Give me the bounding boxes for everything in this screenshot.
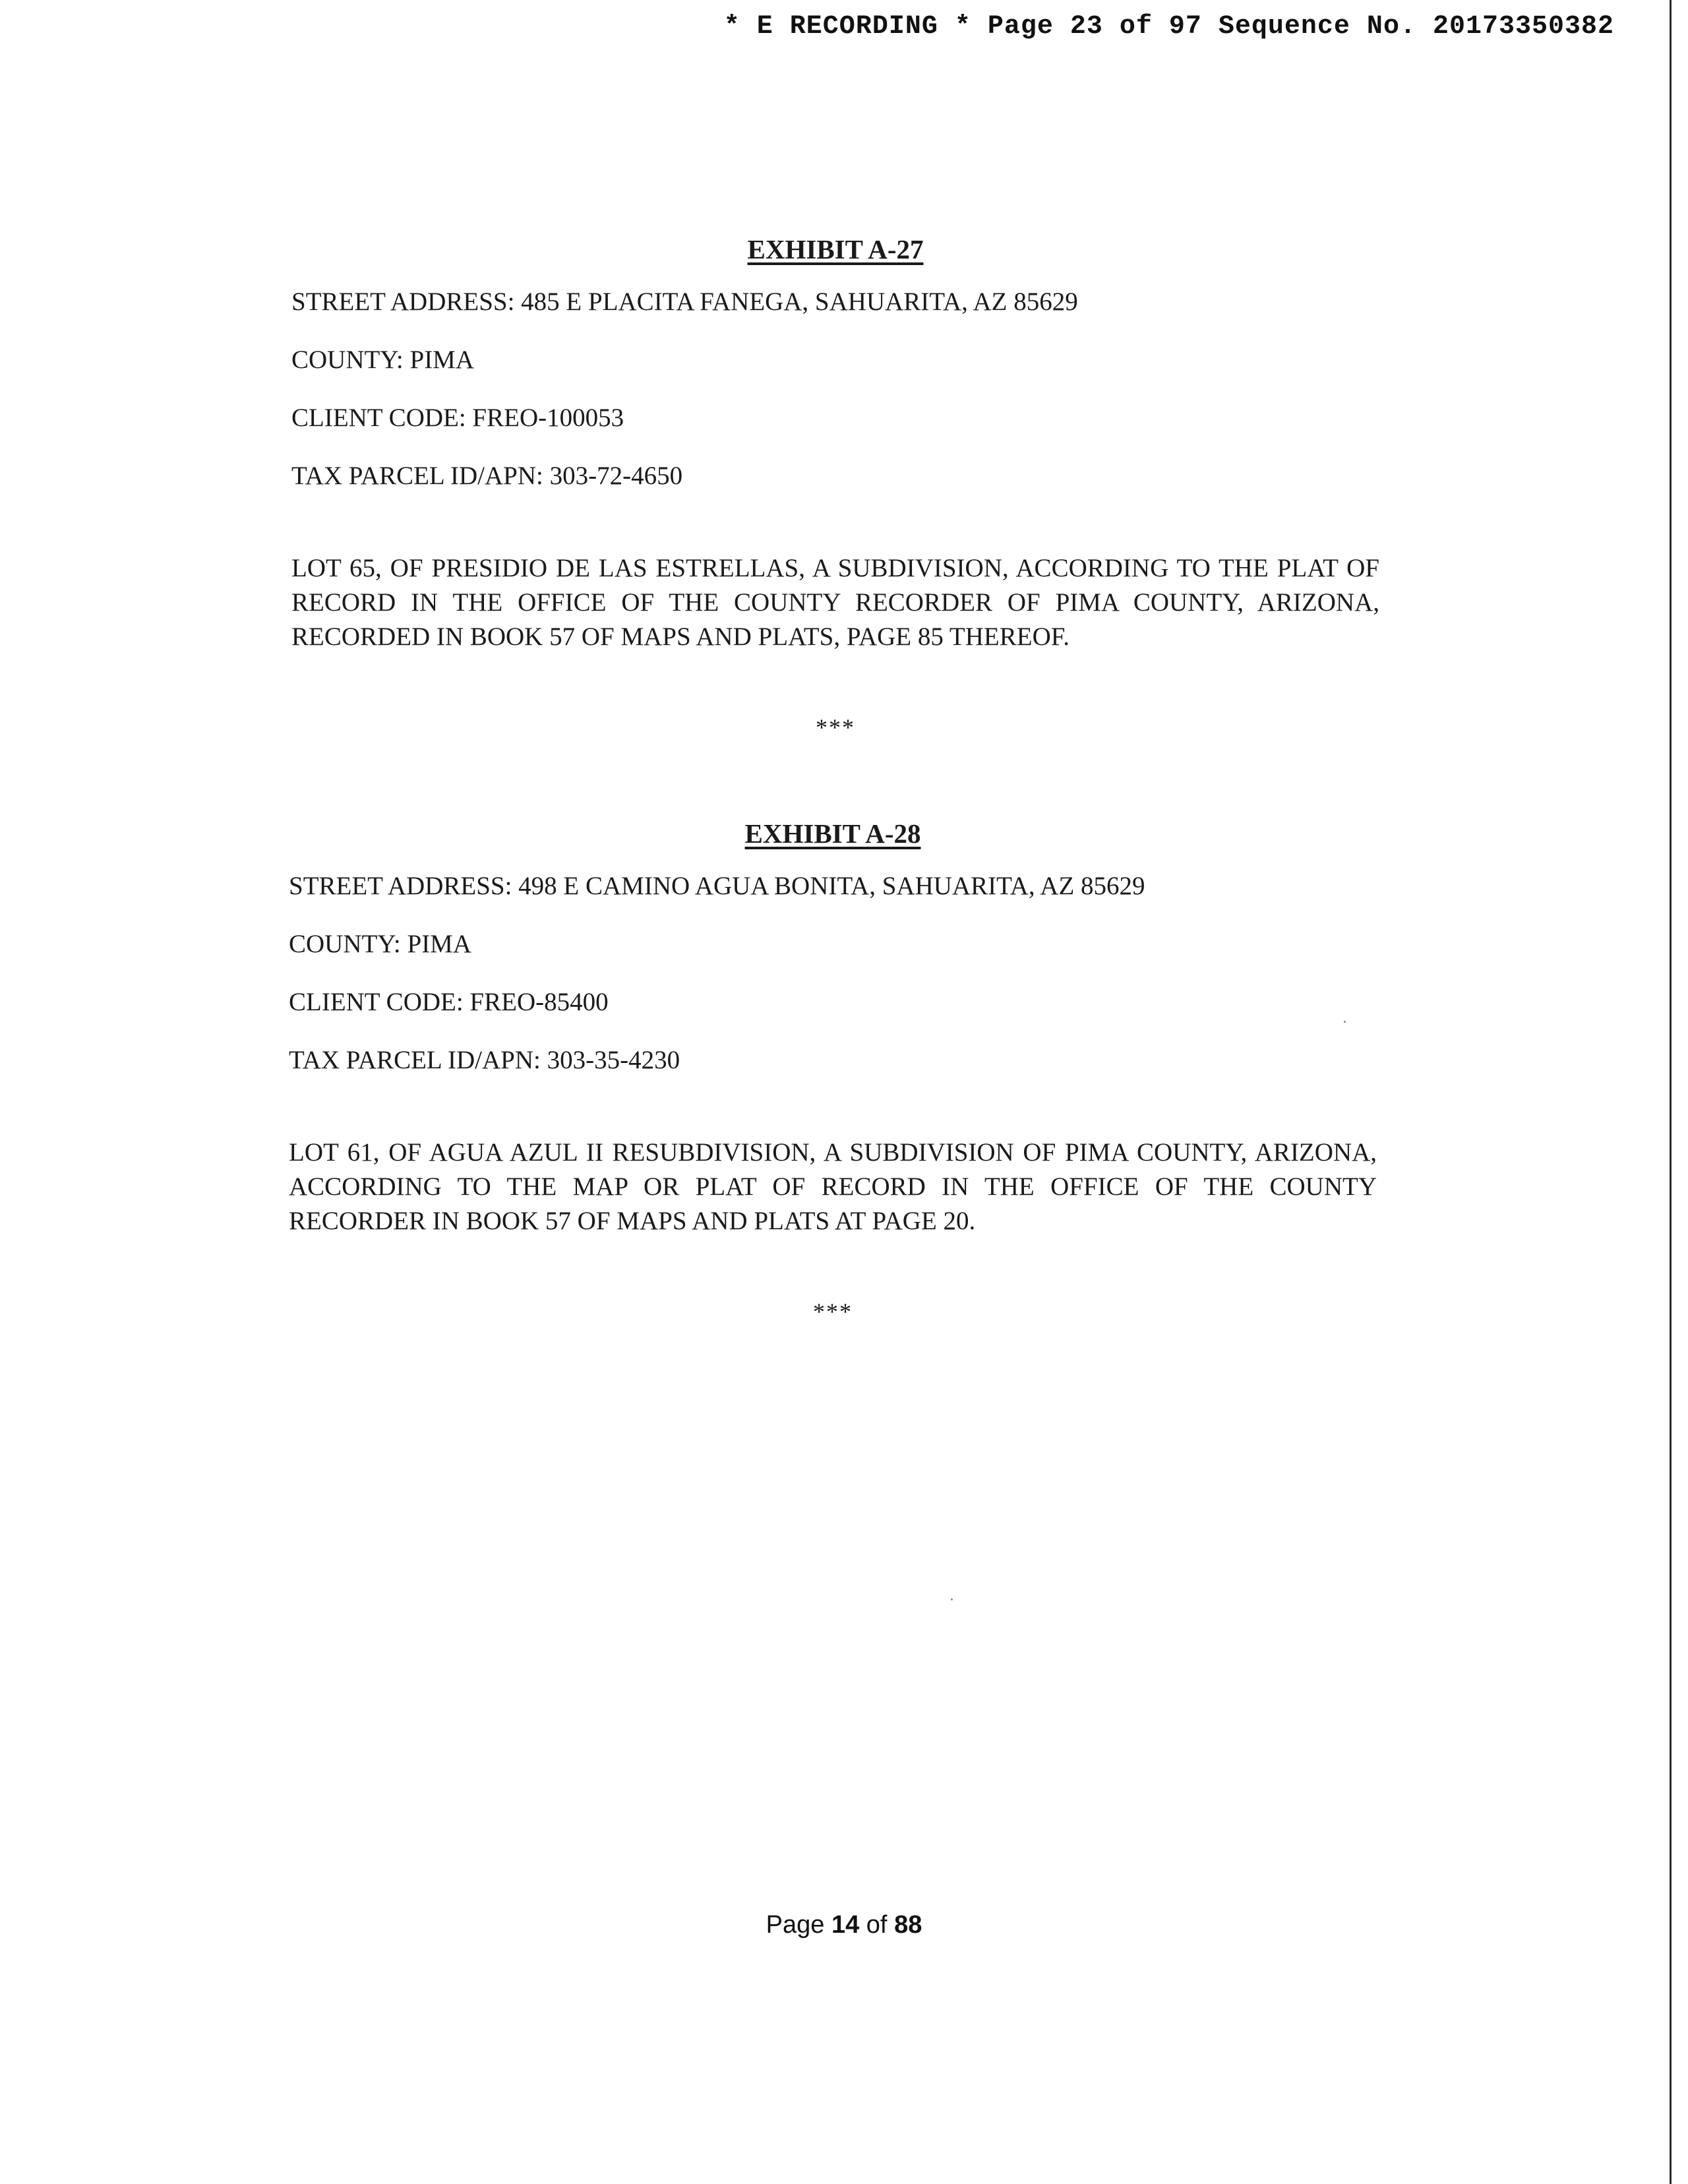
street-address: STREET ADDRESS: 498 E CAMINO AGUA BONITA, SAHUARITA, AZ 85629: [289, 872, 1145, 900]
client-code: CLIENT CODE: FREO-100053: [291, 404, 624, 432]
legal-description: LOT 65, OF PRESIDIO DE LAS ESTRELLAS, A SUBDIVISION, ACCORDING TO THE PLAT OF RECORD IN THE OFFICE OF THE COUNTY RECORDER OF PIMA COUNTY, ARIZONA, RECORDED IN BOOK 57 OF MAPS AND PLATS, PAGE 85 THEREOF.: [291, 554, 1379, 651]
legal-description: LOT 61, OF AGUA AZUL II RESUBDIVISION, A SUBDIVISION OF PIMA COUNTY, ARIZONA, ACCORDING TO THE MAP OR PLAT OF RECORD IN THE OFFICE OF THE COUNTY RECORDER IN BOOK 57 OF MAPS AND PLATS AT PAGE 20.: [289, 1138, 1377, 1235]
recording-header: * E RECORDING * Page 23 of 97 Sequence No. 20173350382: [723, 12, 1614, 42]
tax-parcel-id: TAX PARCEL ID/APN: 303-35-4230: [289, 1046, 680, 1074]
tax-parcel-id: TAX PARCEL ID/APN: 303-72-4650: [291, 462, 683, 490]
county: COUNTY: PIMA: [291, 346, 475, 374]
street-address: STREET ADDRESS: 485 E PLACITA FANEGA, SAHUARITA, AZ 85629: [291, 288, 1078, 316]
scan-edge-line: [1670, 0, 1672, 2184]
exhibit-title: EXHIBIT A-28: [744, 818, 921, 849]
footer-page-word: Page: [766, 1911, 825, 1939]
county: COUNTY: PIMA: [289, 930, 472, 958]
exhibit-a27: [291, 232, 1379, 741]
scan-speck: [1344, 1021, 1346, 1023]
exhibit-a28: [289, 816, 1377, 1325]
exhibit-title: EXHIBIT A-27: [747, 234, 924, 264]
section-separator: ***: [816, 714, 855, 741]
footer-page-number: 14: [831, 1911, 860, 1939]
scan-speck: [951, 1598, 953, 1600]
section-separator: ***: [813, 1298, 853, 1325]
footer-page-total: 88: [894, 1911, 922, 1939]
footer-of-word: of: [866, 1911, 888, 1939]
client-code: CLIENT CODE: FREO-85400: [289, 988, 609, 1016]
page-footer: [0, 1911, 1688, 1939]
